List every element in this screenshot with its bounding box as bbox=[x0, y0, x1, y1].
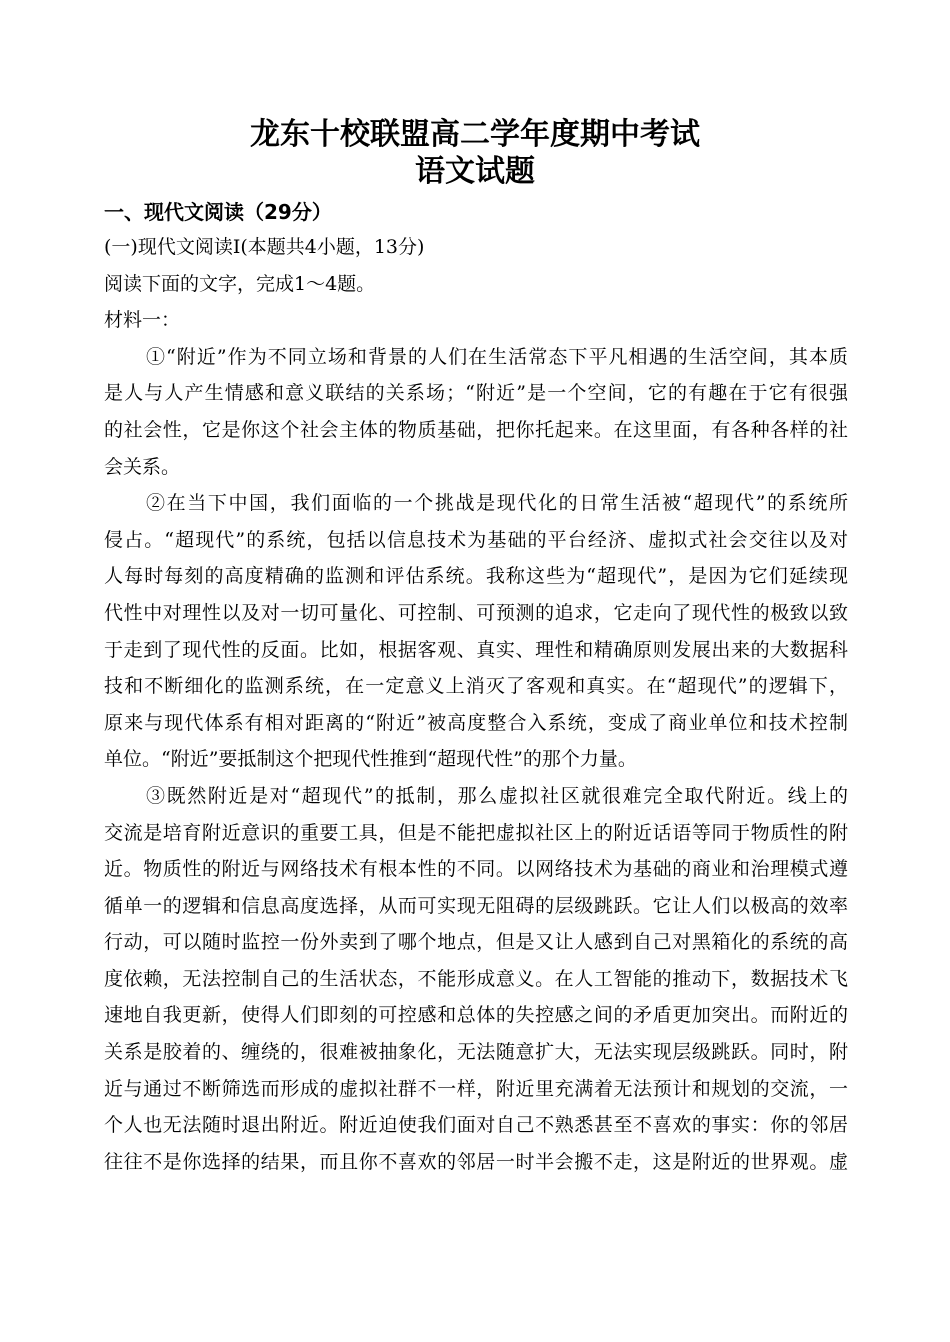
document-body bbox=[104, 229, 848, 1180]
paragraph-line: 关系是胶着的、缠绕的，很难被抽象化，无法随意扩大，无法实现层级跳跃。同时，附 bbox=[104, 1041, 848, 1064]
paragraph-line: 单位。“附近”要抵制这个把现代性推到“超现代性”的那个力量。 bbox=[104, 748, 637, 771]
paragraph-line: 人每时每刻的高度精确的监测和评估系统。我称这些为“超现代”，是因为它们延续现 bbox=[104, 565, 848, 588]
material-label: 材料一： bbox=[104, 309, 181, 332]
paragraph-line: 的社会性，它是你这个社会主体的物质基础，把你托起来。在这里面，有各种各样的社 bbox=[104, 418, 848, 441]
paragraph-line: 行动，可以随时监控一份外卖到了哪个地点，但是又让人感到自己对黑箱化的系统的高 bbox=[104, 931, 848, 954]
exam-subtitle: 语文试题 bbox=[415, 154, 535, 189]
exam-title: 龙东十校联盟高二学年度期中考试 bbox=[250, 117, 700, 152]
paragraph-line: 近与通过不断筛选而形成的虚拟社群不一样，附近里充满着无法预计和规划的交流，一 bbox=[104, 1077, 848, 1100]
paragraph bbox=[104, 339, 848, 485]
paragraph-line: 技和不断细化的监测系统，在一定意义上消灭了客观和真实。在“超现代”的逻辑下， bbox=[104, 675, 848, 698]
paragraph-line: ③既然附近是对“超现代”的抵制，那么虚拟社区就很难完全取代附近。线上的 bbox=[146, 784, 848, 807]
paragraph-line: ②在当下中国，我们面临的一个挑战是现代化的日常生活被“超现代”的系统所 bbox=[146, 492, 848, 515]
paragraph-line: 度依赖，无法控制自己的生活状态，不能形成意义。在人工智能的推动下，数据技术飞 bbox=[104, 967, 848, 990]
paragraph-line: 是人与人产生情感和意义联结的关系场；“附近”是一个空间，它的有趣在于它有很强 bbox=[104, 382, 848, 405]
paragraph-line: 往往不是你选择的结果，而且你不喜欢的邻居一时半会搬不走，这是附近的世界观。虚 bbox=[104, 1150, 848, 1173]
paragraph-line: 代性中对理性以及对一切可量化、可控制、可预测的追求，它走向了现代性的极致以致 bbox=[104, 601, 848, 624]
paragraph bbox=[104, 485, 848, 778]
section-subheading: (一)现代文阅读Ⅰ(本题共4小题，13分) bbox=[104, 236, 425, 258]
paragraph-line: 侵占。“超现代”的系统，包括以信息技术为基础的平台经济、虚拟式社会交往以及对 bbox=[104, 528, 848, 551]
paragraph-line: 速地自我更新，使得人们即刻的可控感和总体的失控感之间的矛盾更加突出。而附近的 bbox=[104, 1004, 848, 1027]
paragraphs bbox=[104, 339, 848, 1181]
paragraph-line: 会关系。 bbox=[104, 455, 181, 478]
paragraph-line: 近。物质性的附近与网络技术有根本性的不同。以网络技术为基础的商业和治理模式遵 bbox=[104, 858, 848, 881]
paragraph bbox=[104, 778, 848, 1181]
paragraph-line: 原来与现代体系有相对距离的“附近”被高度整合入系统，变成了商业单位和技术控制 bbox=[104, 711, 848, 734]
paragraph-line: 交流是培育附近意识的重要工具，但是不能把虚拟社区上的附近话语等同于物质性的附 bbox=[104, 821, 848, 844]
paragraph-line: 个人也无法随时退出附近。附近迫使我们面对自己不熟悉甚至不喜欢的事实：你的邻居 bbox=[104, 1114, 848, 1137]
paragraph-line: ①“附近”作为不同立场和背景的人们在生活常态下平凡相遇的生活空间，其本质 bbox=[146, 345, 848, 368]
instruction: 阅读下面的文字，完成1～4题。 bbox=[104, 272, 376, 295]
paragraph-line: 循单一的逻辑和信息高度选择，从而可实现无阻碍的层级跳跃。它让人们以极高的效率 bbox=[104, 894, 848, 917]
paragraph-line: 于走到了现代性的反面。比如，根据客观、真实、理性和精确原则发展出来的大数据科 bbox=[104, 638, 848, 661]
section-heading: 一、现代文阅读（29分） bbox=[104, 200, 332, 224]
